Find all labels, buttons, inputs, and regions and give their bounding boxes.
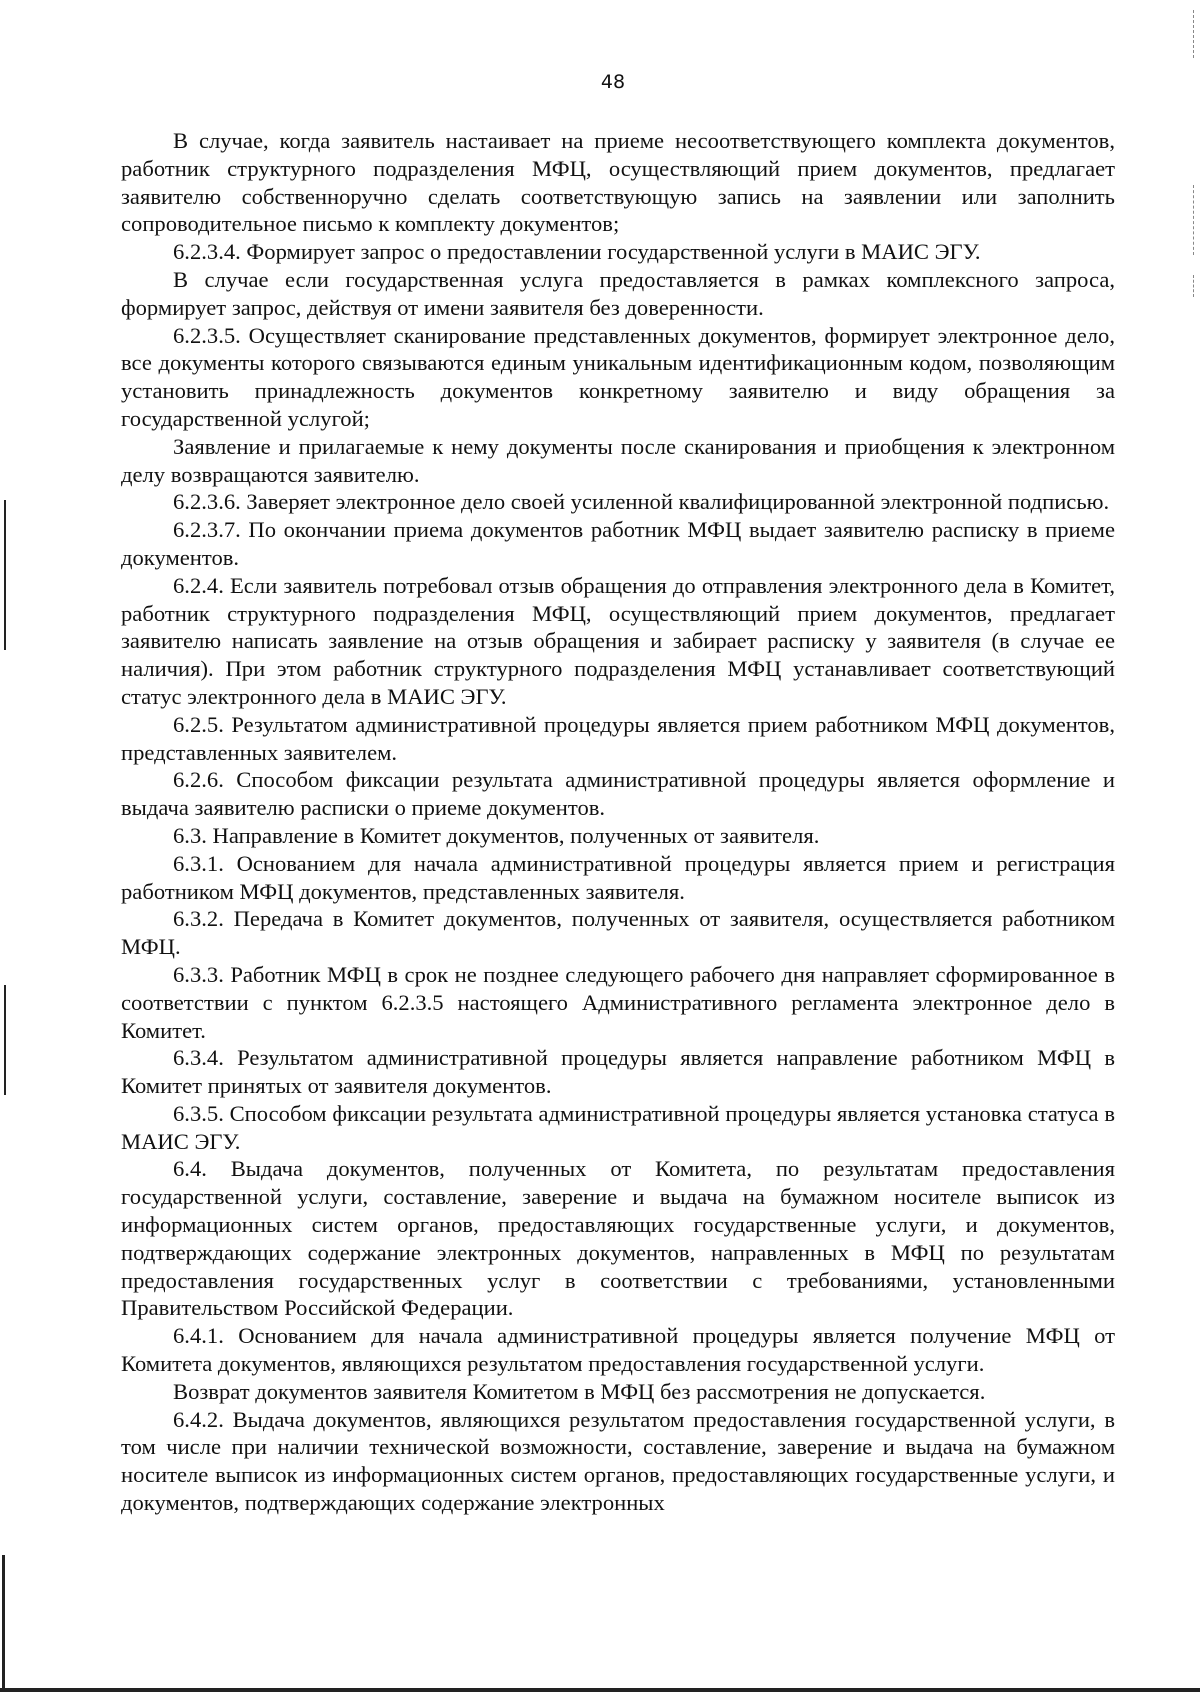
paragraph: 6.2.3.5. Осуществляет сканирование представленных документов, формирует электронное дело, все документы которого связываются единым уникальным идентификационным кодом, позволяющим установить принадлежность документов конкретному заявителю и виду обращения за государственной услугой; (121, 322, 1115, 431)
paragraph: Заявление и прилагаемые к нему документы после сканирования и приобщения к электронном делу возвращаются заявителю. (121, 433, 1115, 487)
paragraph: 6.2.6. Способом фиксации результата административной процедуры является оформление и выдача заявителю расписки о приеме документов. (121, 767, 1115, 821)
page-number: 48 (600, 71, 626, 93)
scan-bottom-edge (0, 1688, 1200, 1692)
paragraph: 6.4.1. Основанием для начала административной процедуры является получение МФЦ от Комитета документов, являющихся результатом предоставления государственной услуги. (121, 1323, 1115, 1377)
paragraph: Возврат документов заявителя Комитетом в МФЦ без рассмотрения не допускается. (173, 1378, 986, 1404)
paragraph: 6.2.3.4. Формирует запрос о предоставлении государственной услуги в МАИС ЭГУ. (173, 239, 981, 265)
paragraph: 6.3.1. Основанием для начала административной процедуры является прием и регистрация работником МФЦ документов, представленных заявителя. (121, 850, 1115, 904)
paragraph: 6.2.3.7. По окончании приема документов работник МФЦ выдает заявителю расписку в приеме документов. (121, 517, 1115, 570)
paragraph: 6.4. Выдача документов, полученных от Комитета, по результатам предоставления государственной услуги, составление, заверение и выдача на бумажном носителе выписок из информационных систем органов, предоставляющих государственные услуги, и документов, подтверждающих содержание электронных документов, направленных в МФЦ по результатам предоставления государственных услуг в соответствии с требованиями, установленными Правительством Российской Федерации. (121, 1156, 1115, 1321)
paragraph: 6.3.2. Передача в Комитет документов, полученных от заявителя, осуществляется работником МФЦ. (121, 906, 1115, 960)
scan-edge-mark (4, 500, 6, 650)
scan-speck-mark (1193, 275, 1195, 297)
paragraph: 6.3.5. Способом фиксации результата административной процедуры является установка статуса в МАИС ЭГУ. (121, 1100, 1115, 1154)
paragraph: 6.2.4. Если заявитель потребовал отзыв обращения до отправления электронного дела в Комитет, работник структурного подразделения МФЦ, осуществляющий прием документов, предлагает заявителю написать заявление на отзыв обращения и забирает расписку у заявителя (в случае ее наличия). При этом работник структурного подразделения МФЦ устанавливает соответствующий статус электронного дела в МАИС ЭГУ. (121, 572, 1115, 709)
document-body (121, 127, 1115, 1517)
paragraph: В случае если государственная услуга предоставляется в рамках комплексного запроса, формирует запрос, действуя от имени заявителя без доверенности. (121, 266, 1115, 320)
paragraph: 6.2.5. Результатом административной процедуры является прием работником МФЦ документов, представленных заявителем. (121, 711, 1115, 765)
scan-edge-mark (2, 1555, 5, 1692)
paragraph: 6.3.3. Работник МФЦ в срок не позднее следующего рабочего дня направляет сформированное в соответствии с пунктом 6.2.3.5 настоящего Административного регламента электронное дело в Комитет. (121, 961, 1115, 1043)
scan-speck-mark (1193, 185, 1195, 255)
scan-speck-mark (1193, 10, 1195, 58)
paragraph: 6.4.2. Выдача документов, являющихся результатом предоставления государственной услуги, в том числе при наличии технической возможности, составление, заверение и выдача на бумажном носителе выписок из информационных систем органов, предоставляющих государственные услуги, и документов, подтверждающих содержание электронных (121, 1406, 1115, 1516)
paragraph: В случае, когда заявитель настаивает на приеме несоответствующего комплекта документов, работник структурного подразделения МФЦ, осуществляющий прием документов, предлагает заявителю собственноручно сделать соответствующую запись на заявлении или заполнить сопроводительное письмо к комплекту документов; (121, 128, 1115, 237)
paragraph: 6.3.4. Результатом административной процедуры является направление работником МФЦ в Комитет принятых от заявителя документов. (121, 1045, 1115, 1099)
paragraph: 6.2.3.6. Заверяет электронное дело своей усиленной квалифицированной электронной подписью. (173, 489, 1110, 515)
scan-edge-mark (4, 985, 6, 1095)
paragraph: 6.3. Направление в Комитет документов, полученных от заявителя. (173, 822, 820, 848)
